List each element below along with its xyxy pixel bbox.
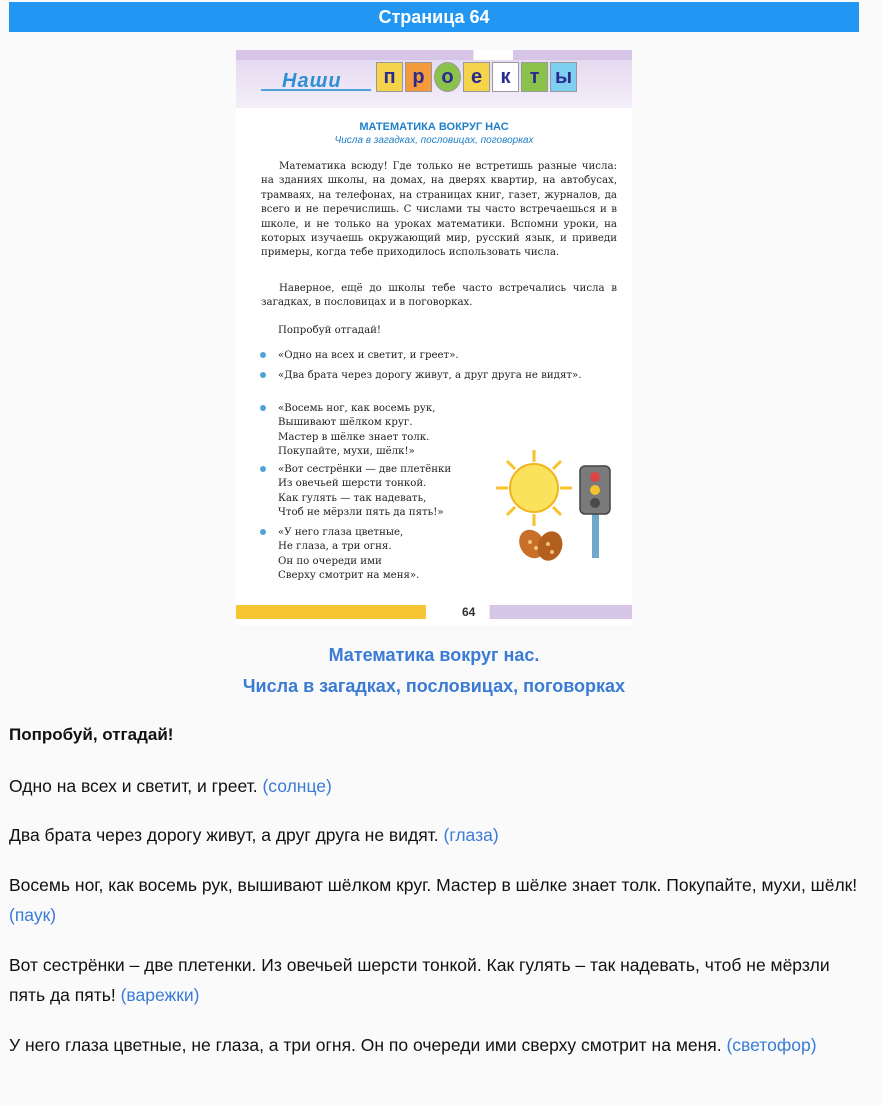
bullet [260,352,266,358]
scan-riddle-3: «Восемь ног, как восемь рук, Вышивают шёлком круг. Мастер в шёлке знает толк. Покупайте, мухи, шёлк!» [278,403,436,458]
riddle-answer: (светофор) [726,1035,817,1055]
banner-letter: е [463,62,490,92]
caption-title: Математика вокруг нас. [328,645,540,665]
riddle-text: У него глаза цветные, не глаза, а три огня. Он по очереди ими сверху смотрит на меня. [9,1035,722,1055]
scan-riddle-2: «Два брата через дорогу живут, а друг друга не видят». [278,370,582,381]
banner-word: Наши [282,70,342,92]
footer-stripe [236,605,632,619]
banner-letter: к [492,62,519,92]
riddle-answer-1 [9,771,859,801]
traffic-light-icon [572,462,620,558]
scan-paragraph-2: Наверное, ещё до школы тебе часто встречались числа в загадках, в пословицах и в поговорках. [261,283,617,309]
bullet [260,529,266,535]
banner-letter: ы [550,62,577,92]
riddle-answer: (варежки) [120,985,200,1005]
scan-page-number: 64 [462,605,476,619]
banner-letter: т [521,62,548,92]
riddle-answer-2 [9,820,859,850]
banner-letter: р [405,62,432,92]
caption-subtitle: Числа в загадках, пословицах, поговорках [242,676,626,696]
banner-stripe [236,50,632,60]
riddle-text: Восемь ног, как восемь рук, вышивают шёлком круг. Мастер в шёлке знает толк. Покупайте, мухи, шёлк! [9,875,858,895]
scan-riddle-5: «У него глаза цветные, Не глаза, а три огня. Он по очереди ими Сверху смотрит на меня». [278,527,420,582]
textbook-page-scan [236,50,632,625]
section-subtitle: Числа в загадках, пословицах, поговорках [334,135,534,146]
sun-icon [494,448,574,528]
scan-riddle-4: «Вот сестрёнки — две плетёнки Из овечьей шерсти тонкой. Как гулять — так надевать, Чтоб не мёрзли пять да пять!» [278,464,452,519]
scan-riddle-1: «Одно на всех и светит, и греет». [278,350,459,361]
page-header [9,2,859,32]
scan-paragraph-1: Математика всюду! Где только не встретишь разные числа: на зданиях школы, на домах, на дверях квартир, на автобусах, трамваях, на телефонах, на страницах книг, газет, журналов, да всего и не перечислишь. С числами ты часто встречаешься и в школе, и не только на уроках математики. Вспомни уроки, на которых изучаешь окружающий мир, русский язык, и приведи примеры, когда тебе приходилось использовать числа. [261,161,617,259]
banner-letters [376,62,577,92]
bullet [260,466,266,472]
riddle-answer-3 [9,870,859,930]
riddle-text: Вот сестрёнки – две плетенки. Из овечьей шерсти тонкой. Как гулять – так надевать, чтоб не мёрзли пять да пять! [9,955,830,1005]
banner-letter: о [434,62,461,92]
page-title: Страница 64 [378,6,490,27]
riddle-answer-5 [9,1030,859,1060]
riddle-answer: (глаза) [443,825,499,845]
scan-try-label: Попробуй отгадай! [278,325,382,336]
mittens-icon [516,520,568,566]
riddle-text: Одно на всех и светит, и греет. [9,776,258,796]
answers-heading: Попробуй, отгадай! [9,725,174,744]
section-title: МАТЕМАТИКА ВОКРУГ НАС [359,121,509,133]
bullet [260,405,266,411]
bullet [260,372,266,378]
riddle-answer: (паук) [9,905,57,925]
riddle-text: Два брата через дорогу живут, а друг друга не видят. [9,825,439,845]
banner-letter: п [376,62,403,92]
riddle-answer-4 [9,950,859,1010]
riddle-answer: (солнце) [262,776,332,796]
